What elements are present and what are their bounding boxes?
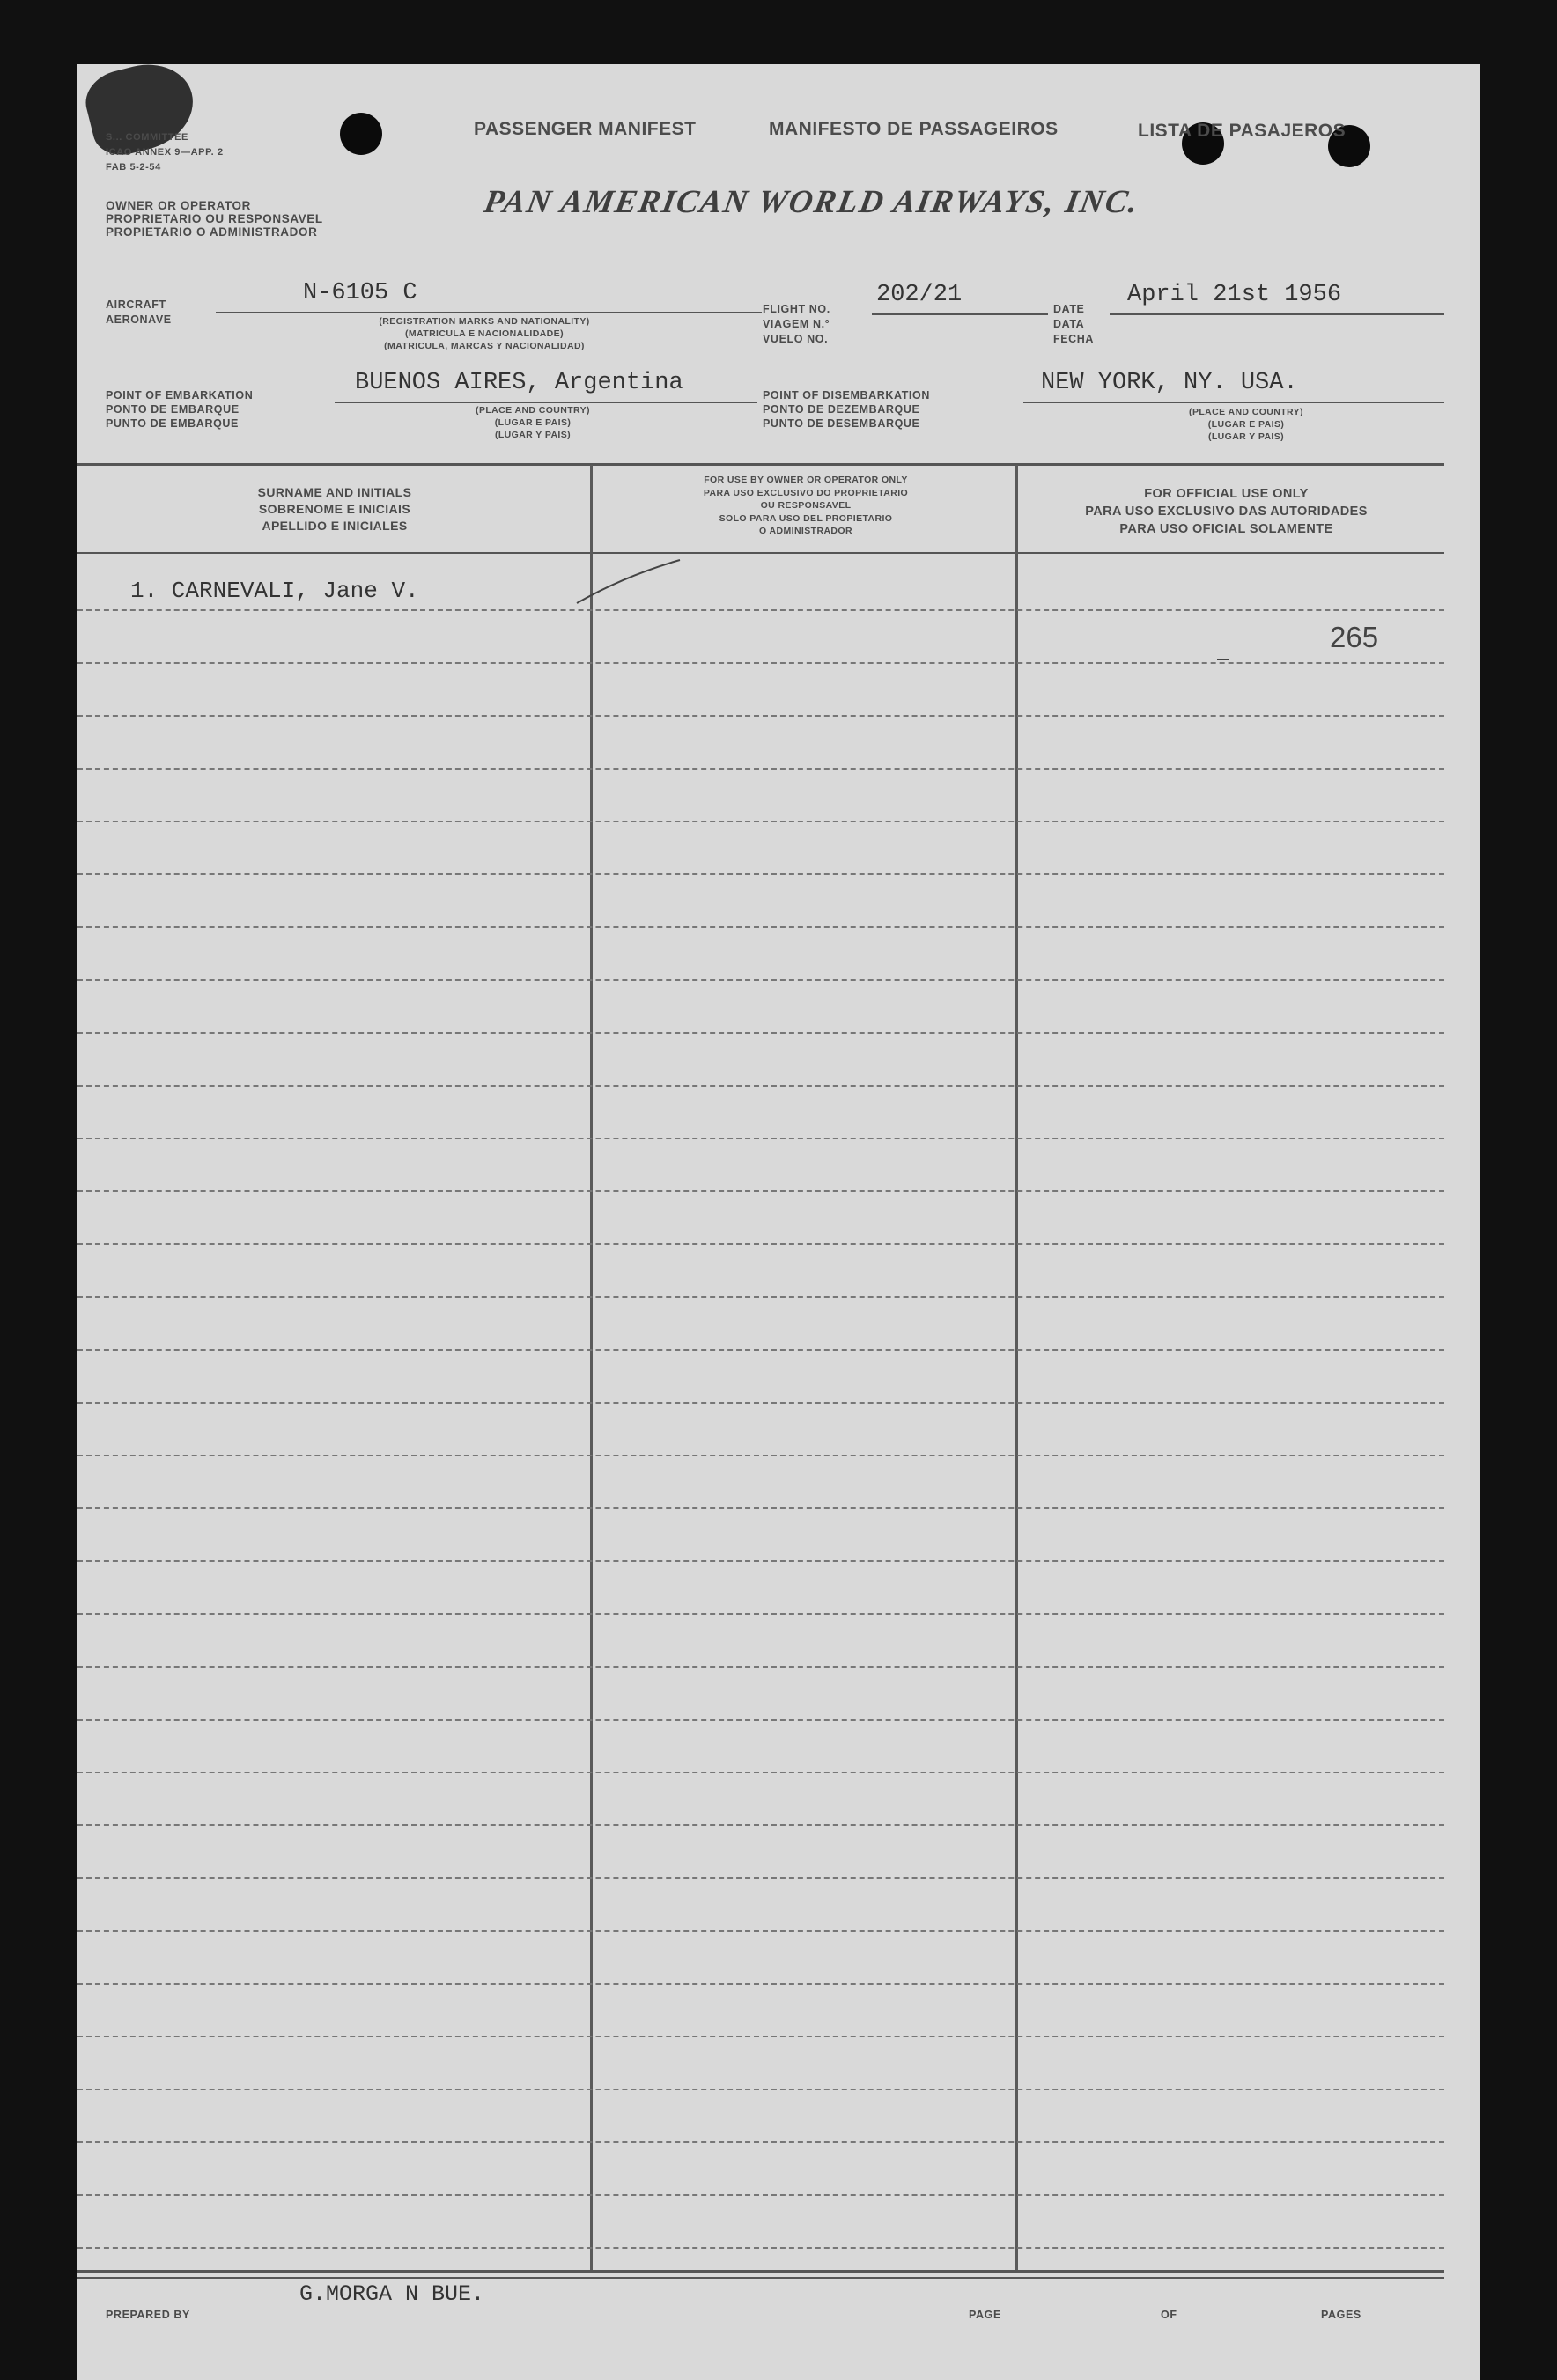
row-rule — [77, 2247, 1444, 2249]
row-rule — [77, 1349, 1444, 1351]
row-rule — [77, 1613, 1444, 1615]
of-label: OF — [1161, 2309, 1177, 2321]
dash-mark — [1217, 659, 1229, 660]
aircraft-caption: (REGISTRATION MARKS AND NATIONALITY) (MATRICULA E NACIONALIDADE) (MATRICULA, MARCAS Y NACIONALIDAD) — [379, 316, 590, 351]
row-rule — [77, 1085, 1444, 1087]
row-rule — [77, 662, 1444, 664]
operator-name: PAN AMERICAN WORLD AIRWAYS, INC. — [481, 184, 1142, 220]
row-rule — [77, 1296, 1444, 1298]
disembarkation-value: NEW YORK, NY. USA. — [1041, 370, 1298, 396]
owner-label: OWNER OR OPERATOR PROPRIETARIO OU RESPONSAVEL PROPIETARIO O ADMINISTRADOR — [106, 199, 323, 239]
row-rule — [77, 1877, 1444, 1879]
column-divider-2 — [1015, 465, 1018, 2272]
row-rule — [77, 873, 1444, 875]
row-rule — [77, 821, 1444, 822]
row-rule — [77, 1402, 1444, 1404]
row-rule — [77, 1772, 1444, 1773]
row-rule — [77, 768, 1444, 770]
row-rule — [77, 2141, 1444, 2143]
row-rule — [77, 2036, 1444, 2037]
row-rule — [77, 2194, 1444, 2196]
row-rule — [77, 1560, 1444, 1562]
flight-label: FLIGHT NO. VIAGEM N.° VUELO NO. — [763, 303, 830, 345]
row-rule — [77, 1455, 1444, 1456]
punch-hole-left — [340, 113, 382, 155]
aircraft-label: AIRCRAFT AERONAVE — [106, 298, 172, 326]
column-header-official: FOR OFFICIAL USE ONLY PARA USO EXCLUSIVO DAS AUTORIDADES PARA USO OFICIAL SOLAMENTE — [1085, 487, 1368, 536]
official-note: 265 — [1330, 621, 1379, 653]
embarkation-label: POINT OF EMBARKATION PONTO DE EMBARQUE PUNTO DE EMBARQUE — [106, 389, 254, 430]
row-rule — [77, 1138, 1444, 1139]
row-rule — [77, 926, 1444, 928]
row-rule — [77, 1824, 1444, 1826]
table-bottom-rule — [77, 2270, 1444, 2273]
table-header-rule — [77, 552, 1444, 554]
title-spanish: LISTA DE PASAJEROS — [1138, 121, 1347, 141]
prepared-by-label: PREPARED BY — [106, 2309, 190, 2321]
flight-value: 202/21 — [876, 282, 963, 308]
date-underline — [1110, 313, 1444, 315]
disembarkation-underline — [1023, 402, 1444, 403]
date-value: April 21st 1956 — [1127, 282, 1342, 308]
disembarkation-caption: (PLACE AND COUNTRY) (LUGAR E PAIS) (LUGAR Y PAIS) — [1189, 407, 1303, 442]
row-rule — [77, 1243, 1444, 1245]
row-rule — [77, 1507, 1444, 1509]
footer-rule — [77, 2277, 1444, 2279]
flight-underline — [872, 313, 1048, 315]
aircraft-value: N-6105 C — [303, 280, 417, 306]
row-rule — [77, 1983, 1444, 1985]
title-english: PASSENGER MANIFEST — [474, 119, 697, 139]
column-header-surname: SURNAME AND INITIALS SOBRENOME E INICIAIS APELLIDO E INICIALES — [257, 485, 412, 533]
date-label: DATE DATA FECHA — [1053, 303, 1095, 345]
embarkation-value: BUENOS AIRES, Argentina — [355, 370, 683, 396]
aircraft-underline — [216, 312, 762, 313]
pages-label: PAGES — [1321, 2309, 1361, 2321]
prepared-by-value: G.MORGA N BUE. — [299, 2281, 485, 2307]
row-rule — [77, 715, 1444, 717]
page-label: PAGE — [969, 2309, 1001, 2321]
row-rule — [77, 2089, 1444, 2090]
row-rule — [77, 609, 1444, 611]
row-rule — [77, 1719, 1444, 1721]
table-top-rule — [77, 463, 1444, 466]
row-rule — [77, 1032, 1444, 1034]
committee-reference: S... COMMITTEE ICAO ANNEX 9—APP. 2 FAB 5-2-54 — [106, 132, 224, 173]
column-divider-1 — [590, 465, 593, 2272]
row-rule — [77, 1666, 1444, 1668]
title-portuguese: MANIFESTO DE PASSAGEIROS — [769, 119, 1059, 139]
embarkation-underline — [335, 402, 757, 403]
column-header-operator: FOR USE BY OWNER OR OPERATOR ONLY PARA USO EXCLUSIVO DO PROPRIETARIO OU RESPONSAVEL SOLO PARA USO DEL PROPIETARIO O ADMINISTRADOR — [703, 475, 909, 536]
pen-stroke — [572, 555, 687, 608]
row-rule — [77, 1930, 1444, 1932]
passenger-entry: 1. CARNEVALI, Jane V. — [130, 578, 419, 604]
embarkation-caption: (PLACE AND COUNTRY) (LUGAR E PAIS) (LUGAR Y PAIS) — [476, 405, 590, 440]
disembarkation-label: POINT OF DISEMBARKATION PONTO DE DEZEMBARQUE PUNTO DE DESEMBARQUE — [763, 389, 930, 430]
row-rule — [77, 1190, 1444, 1192]
row-rule — [77, 979, 1444, 981]
